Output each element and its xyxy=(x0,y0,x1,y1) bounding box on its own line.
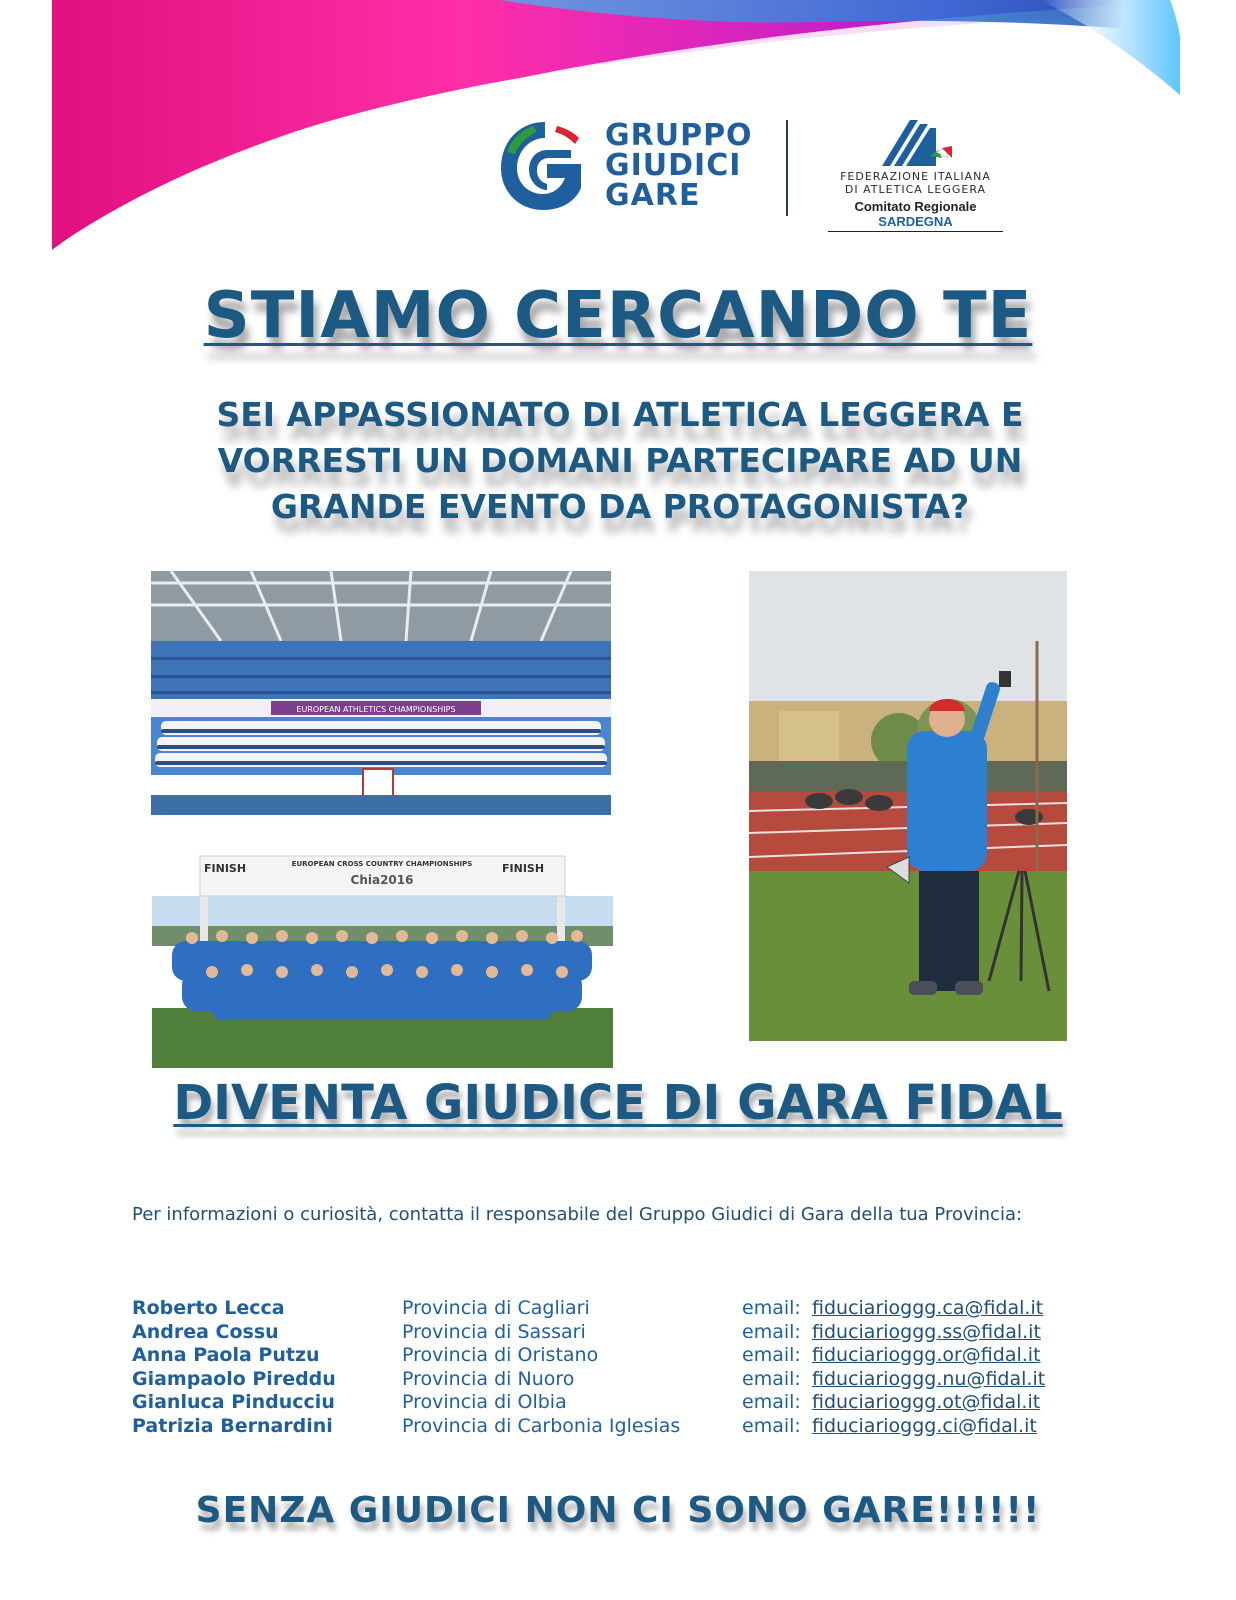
contact-row xyxy=(132,1297,1092,1321)
contact-email-link[interactable]: fiduciarioggg.nu@fidal.it xyxy=(812,1367,1046,1390)
info-paragraph: Per informazioni o curiosità, contatta il responsabile del Gruppo Giudici di Gara della tua Provincia: xyxy=(132,1204,1023,1225)
email-label: email: xyxy=(742,1344,801,1366)
email-label: email: xyxy=(742,1414,801,1437)
contact-name: Roberto Lecca xyxy=(132,1297,285,1319)
gruppo-giudici-gare-logo xyxy=(495,118,585,214)
cta-heading: DIVENTA GIUDICE DI GARA FIDAL xyxy=(173,1075,1063,1131)
contacts-list xyxy=(132,1297,1092,1438)
logo-text-gruppo: GRUPPO xyxy=(605,118,753,153)
contact-province: Provincia di Cagliari xyxy=(402,1297,590,1319)
fidal-comitato-label xyxy=(828,199,1003,232)
main-title: STIAMO CERCANDO TE xyxy=(203,279,1033,353)
contact-name: Patrizia Bernardini xyxy=(132,1414,333,1437)
fidal-text-line-1: FEDERAZIONE ITALIANA xyxy=(840,170,991,183)
contact-province: Provincia di Sassari xyxy=(402,1320,586,1343)
email-label: email: xyxy=(742,1297,801,1319)
contact-name: Anna Paola Putzu xyxy=(132,1344,320,1366)
fidal-logo-mark xyxy=(880,118,952,168)
photo-race-starter xyxy=(749,571,1067,1041)
fidal-region-text: SARDEGNA xyxy=(878,214,953,229)
contact-row xyxy=(132,1344,1092,1368)
contact-row xyxy=(132,1415,1092,1439)
email-label: email: xyxy=(742,1391,801,1413)
contact-name: Giampaolo Pireddu xyxy=(132,1367,336,1390)
finish-banner-text: EUROPEAN CROSS COUNTRY CHAMPIONSHIPS xyxy=(291,860,473,868)
contact-name: Gianluca Pinducciu xyxy=(132,1391,335,1413)
contact-row xyxy=(132,1321,1092,1345)
logo-divider xyxy=(786,120,788,216)
contact-email-link[interactable]: fiduciarioggg.ci@fidal.it xyxy=(812,1414,1037,1437)
fidal-text-line-2: DI ATLETICA LEGGERA xyxy=(844,183,987,196)
finish-event-text: Chia2016 xyxy=(350,873,414,887)
contact-province: Provincia di Oristano xyxy=(402,1344,599,1366)
footer-slogan: SENZA GIUDICI NON CI SONO GARE!!!!!! xyxy=(195,1490,1041,1531)
finish-right-text: FINISH xyxy=(502,862,545,875)
fidal-comitato-text: Comitato Regionale xyxy=(854,199,977,214)
contact-province: Provincia di Carbonia Iglesias xyxy=(402,1414,681,1437)
contact-email-link[interactable]: fiduciarioggg.ss@fidal.it xyxy=(812,1320,1041,1343)
contact-province: Provincia di Olbia xyxy=(402,1391,567,1413)
email-label: email: xyxy=(742,1367,801,1390)
subtitle-line-2: VORRESTI UN DOMANI PARTECIPARE AD UN xyxy=(217,441,1023,480)
contact-name: Andrea Cossu xyxy=(132,1320,279,1343)
photo-stadium-group xyxy=(151,571,611,815)
contact-row xyxy=(132,1368,1092,1392)
stadium-banner-text: EUROPEAN ATHLETICS CHAMPIONSHIPS xyxy=(296,705,456,714)
subtitle-line-1: SEI APPASSIONATO DI ATLETICA LEGGERA E xyxy=(216,395,1024,434)
contact-email-link[interactable]: fiduciarioggg.ot@fidal.it xyxy=(812,1391,1041,1413)
subtitle-line-3: GRANDE EVENTO DA PROTAGONISTA? xyxy=(270,487,970,526)
email-label: email: xyxy=(742,1320,801,1343)
photo-cross-country-finish xyxy=(152,826,613,1068)
subtitle xyxy=(170,392,1070,530)
contact-row xyxy=(132,1391,1092,1415)
logo-text-giudici: GIUDICI xyxy=(605,148,742,183)
logo-text-gare: GARE xyxy=(605,178,701,213)
finish-left-text: FINISH xyxy=(204,862,247,875)
contact-email-link[interactable]: fiduciarioggg.ca@fidal.it xyxy=(812,1297,1044,1319)
contact-email-link[interactable]: fiduciarioggg.or@fidal.it xyxy=(812,1344,1041,1366)
contact-province: Provincia di Nuoro xyxy=(402,1367,575,1390)
